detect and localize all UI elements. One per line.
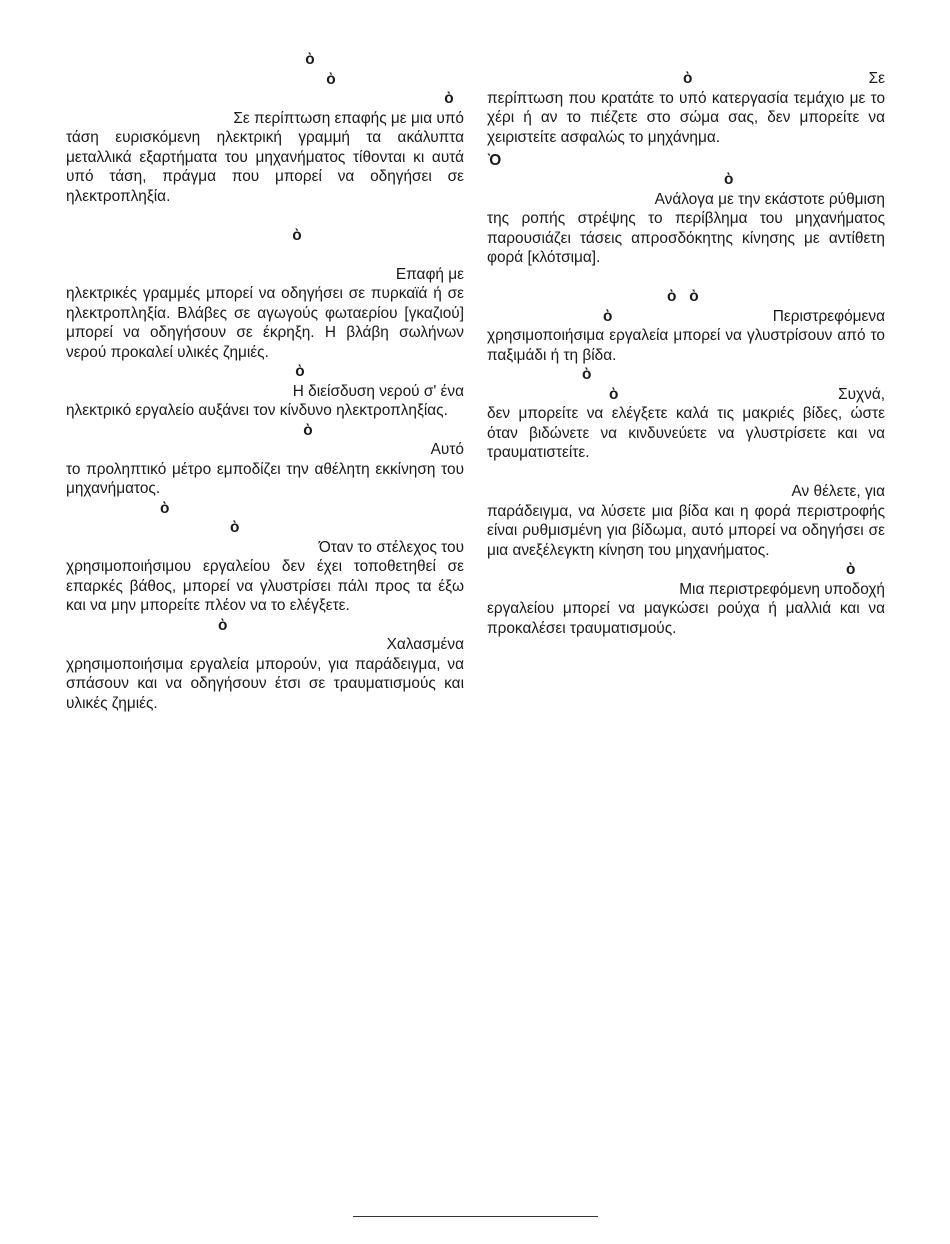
section-lead: Περιστρεφόμενα bbox=[772, 307, 885, 325]
section-hidden-lines bbox=[66, 226, 464, 363]
section-lead: Συχνά, bbox=[838, 385, 885, 403]
section-body: εργαλείου μπορεί να μαγκώσει ρούχα ή μαλλιά και να προκαλέσει τραυματισμούς. bbox=[487, 600, 885, 637]
section-heading: ὸ bbox=[846, 561, 856, 578]
section-heading: ὸ bbox=[295, 363, 305, 380]
section-body: ηλεκτρικό εργαλείο αυξάνει τον κίνδυνο ηλεκτροπληξίας. bbox=[66, 402, 448, 419]
section-heading: ὸ bbox=[603, 307, 613, 325]
section-heading: ὸ ὸ bbox=[667, 288, 699, 305]
section-heading: ὸ bbox=[724, 171, 734, 188]
section-lead: Σε bbox=[868, 70, 885, 87]
section-heading: ὸ bbox=[292, 226, 302, 244]
section-rotating-bits bbox=[487, 287, 885, 365]
section-lead: Όταν το στέλεχος του bbox=[318, 538, 464, 556]
section-body: ηλεκτρικές γραμμές μπορεί να οδηγήσει σε πυρκαϊά ή σε ηλεκτροπληξία. Βλάβες σε αγωγούς φωταερίου [γκαζιού] μπορεί να οδηγήσουν σε έκρηξη. Η βλάβη σωλήνων νερού προκαλεί υλικές ζημιές. bbox=[66, 285, 464, 361]
section-unplug bbox=[66, 421, 464, 499]
section-body: τάση ευρισκόμενη ηλεκτρική γραμμή τα ακάλυπτα μεταλλικά εξαρτήματα του μηχανήματος τίθονται κι αυτά υπό τάση, πράγμα που μπορεί να οδηγήσει σε ηλεκτροπληξία. bbox=[66, 129, 464, 205]
section-lead: Αυτό bbox=[430, 441, 464, 458]
section-lead: Χαλασμένα bbox=[386, 636, 464, 653]
section-lead: Επαφή με bbox=[395, 265, 464, 283]
section-heading: ὸ bbox=[218, 616, 228, 634]
section-body: χρησιμοποιήσιμα εργαλεία μπορεί να γλυστρίσουν από το παξιμάδι ή τη βίδα. bbox=[487, 327, 885, 364]
section-kickback bbox=[487, 147, 885, 268]
section-damaged-bits bbox=[66, 616, 464, 714]
section-power-line bbox=[66, 50, 464, 206]
section-heading: ὸ bbox=[326, 70, 336, 88]
section-lead: Μια περιστρεφόμενη υποδοχή bbox=[679, 580, 885, 598]
section-heading: Ὸ bbox=[487, 152, 502, 169]
section-heading: ὸ bbox=[160, 499, 170, 517]
right-column bbox=[487, 69, 885, 638]
section-heading: ὸ bbox=[582, 366, 592, 383]
section-body: χρησιμοποιήσιμα εργαλεία μπορούν, για παράδειγμα, να σπάσουν και να οδηγήσουν έτσι σε τραυματισμούς και υλικές ζημιές. bbox=[66, 655, 464, 712]
section-body: της ροπής στρέψης το περίβλημα του μηχανήματος παρουσιάζει τάσεις απροσδόκητης κίνησης με αντίθετη φορά [κλότσιμα]. bbox=[487, 210, 885, 266]
section-long-screws bbox=[487, 365, 885, 463]
section-bit-insert bbox=[66, 499, 464, 616]
section-direction bbox=[487, 482, 885, 560]
section-water bbox=[66, 362, 464, 421]
left-column bbox=[66, 50, 464, 713]
section-body: δεν μπορείτε να ελέγξετε καλά τις μακριές βίδες, ώστε όταν βιδώνετε να κινδυνεύετε να γλυστρίσετε και να τραυματιστείτε. bbox=[487, 405, 885, 461]
section-heading: ὸ bbox=[444, 90, 454, 107]
section-body: περίπτωση που κρατάτε το υπό κατεργασία τεμάχιο με το χέρι ή αν το πιέζετε στο σώμα σας, δεν μπορείτε να χειριστείτε ασφαλώς το μηχάνημα. bbox=[487, 89, 885, 146]
section-workpiece bbox=[487, 69, 885, 147]
section-heading: ὸ bbox=[305, 51, 315, 68]
section-chuck bbox=[487, 560, 885, 638]
section-heading: ὸ bbox=[303, 421, 313, 439]
section-body: παράδειγμα, να λύσετε μια βίδα και η φορά περιστροφής είναι ρυθμισμένη για βίδωμα, αυτό μπορεί να οδηγήσει σε μια ανεξέλεγκτη κίνηση του μηχανήματος. bbox=[487, 502, 885, 559]
section-lead: Σε περίπτωση επαφής με μια υπό bbox=[233, 109, 464, 127]
section-heading: ὸ bbox=[683, 70, 693, 87]
section-heading: ὸ bbox=[230, 519, 240, 536]
section-heading: ὸ bbox=[609, 385, 619, 403]
section-body: χρησιμοποιήσιμου εργαλείου δεν έχει τοποθετηθεί σε επαρκές βάθος, μπορεί να γλυστρίσει πάλι προς τα έξω και να μην μπορείτε πλέον να το ελέγξετε. bbox=[66, 558, 464, 614]
section-lead: Η διείσδυση νερού σ' ένα bbox=[292, 382, 464, 400]
footer-rule bbox=[353, 1216, 598, 1217]
section-lead: Ανάλογα με την εκάστοτε ρύθμιση bbox=[654, 190, 885, 208]
section-lead: Αν θέλετε, για bbox=[791, 483, 885, 500]
section-body: το προληπτικό μέτρο εμποδίζει την αθέλητη εκκίνηση του μηχανήματος. bbox=[66, 460, 464, 497]
